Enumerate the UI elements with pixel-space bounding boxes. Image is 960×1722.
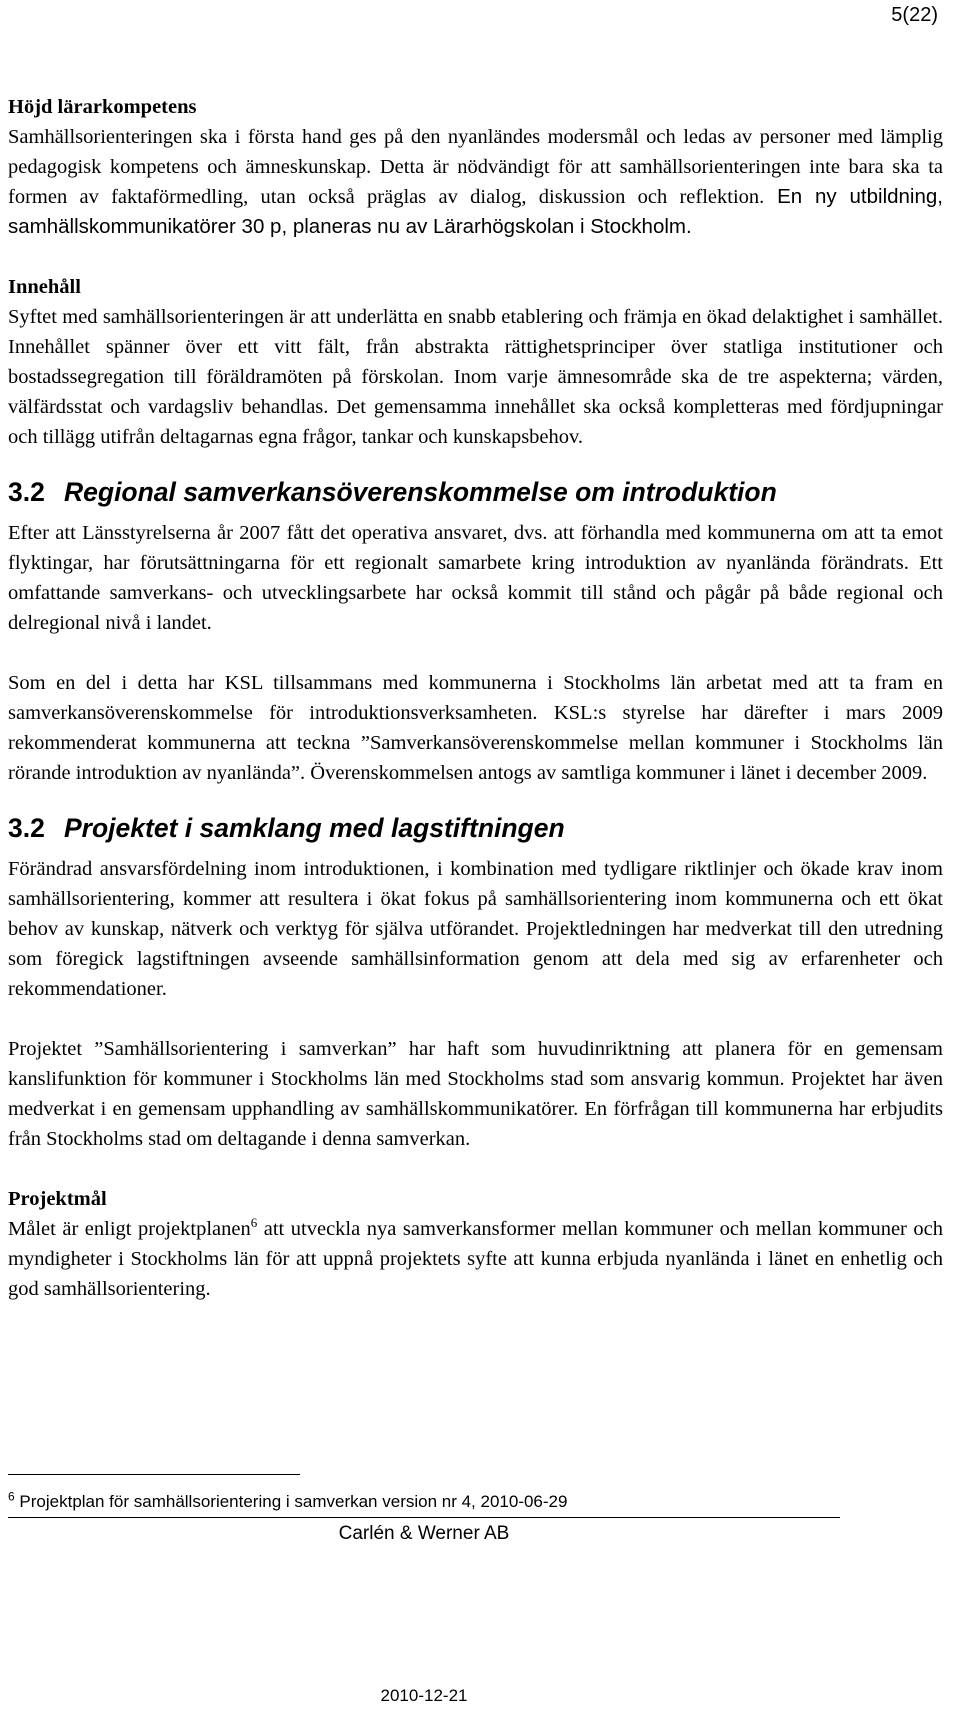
- section-number: 3.2: [8, 477, 45, 507]
- document-body: [8, 92, 943, 1304]
- heading-projektmal: Projektmål: [8, 1188, 107, 1210]
- paragraph-regional-1: Efter att Länsstyrelserna år 2007 fått det operativa ansvaret, dvs. att förhandla med kommunerna om att ta emot flyktingar, har förutsättningarna för ett regionalt samarbete kring introduktion av nyanlända förändrats. Ett omfattande samverkans- och utvecklingsarbete har också kommit till stånd och pågår på både regional och delregional nivå i landet.: [8, 522, 943, 634]
- paragraph-hojd-text-a: Samhällsorienteringen ska i första hand ges på den nyanländes modersmål och ledas av personer med lämplig pedagogisk kompetens och ämneskunskap. Detta är nödvändigt för att samhällsorienteringen inte bara ska ta formen av faktaförmedling, utan också präglas av dialog, diskussion och reflektion.: [8, 126, 943, 208]
- page-number: 5(22): [891, 4, 938, 26]
- footer-company: Carlén & Werner AB: [338, 1523, 510, 1544]
- footnote-number: 6: [8, 1489, 15, 1504]
- heading-projektet-lagstiftning: [8, 810, 943, 846]
- paragraph-projektmal-text-after: att utveckla nya samverkansformer mellan kommuner och mellan kommuner och myndigheter i Stockholms län för att uppnå projektets syfte att kunna erbjuda nyanlända i länet en enhetlig och god samhällsorientering.: [8, 1218, 943, 1300]
- paragraph-projektet-1: Förändrad ansvarsfördelning inom introduktionen, i kombination med tydligare riktlinjer och ökade krav inom samhällsorientering, kommer att resultera i ökat fokus på samhällsorientering inom kommunerna och ett ökat behov av kunskap, nätverk och verktyg för själva utförandet. Projektledningen har medverkat till den utredning som föregick lagstiftningen avseende samhällsinformation genom att dela med sig av erfarenheter och rekommendationer.: [8, 858, 943, 1000]
- section-title: Projektet i samklang med lagstiftningen: [64, 813, 565, 843]
- section-title: Regional samverkansöverenskommelse om introduktion: [64, 477, 777, 507]
- paragraph-regional-2: Som en del i detta har KSL tillsammans med kommunerna i Stockholms län arbetat med att ta fram en samverkansöverenskommelse för introduktionsverksamheten. KSL:s styrelse har därefter i mars 2009 rekommenderat kommunerna att teckna ”Samverkansöverenskommelse mellan kommuner i Stockholms län rörande introduktion av nyanlända”. Överenskommelsen antogs av samtliga kommuner i länet i december 2009.: [8, 672, 943, 784]
- footnote-separator: [8, 1474, 300, 1475]
- footer-separator: [8, 1517, 840, 1518]
- heading-regional-samverkan: [8, 474, 943, 510]
- footer-date: 2010-12-21: [380, 1686, 468, 1705]
- footnote-text: Projektplan för samhällsorientering i samverkan version nr 4, 2010-06-29: [14, 1492, 568, 1511]
- paragraph-projektmal: [8, 1214, 943, 1304]
- heading-hojd-lararkompetens: Höjd lärarkompetens: [8, 96, 197, 118]
- paragraph-hojd-text-b: En ny utbildning, samhällskommunikatörer 30 p, planeras nu av Lärarhögskolan i Stockholm.: [8, 185, 943, 238]
- paragraph-innehall: Syftet med samhällsorienteringen är att underlätta en snabb etablering och främja en ökad delaktighet i samhället. Innehållet spänner över ett vitt fält, från abstrakta rättighetsprinciper över statliga institutioner och bostadssegregation till föräldramöten på förskolan. Inom varje ämnesområde ska de tre aspekterna; värden, välfärdsstat och vardagsliv behandlas. Det gemensamma innehållet ska också kompletteras med fördjupningar och tillägg utifrån deltagarnas egna frågor, tankar och kunskapsbehov.: [8, 306, 943, 448]
- heading-innehall: Innehåll: [8, 276, 81, 298]
- paragraph-hojd: [8, 122, 943, 242]
- paragraph-projektmal-text-before: Målet är enligt projektplanen: [8, 1218, 251, 1240]
- paragraph-projektet-2: Projektet ”Samhällsorientering i samverkan” har haft som huvudinriktning att planera för en gemensam kanslifunktion för kommuner i Stockholms län med Stockholms stad som ansvarig kommun. Projektet har även medverkat i en gemensam upphandling av samhällskommunikatörer. En förfrågan till kommunerna har erbjudits från Stockholms stad om deltagande i denna samverkan.: [8, 1038, 943, 1150]
- footnote: [8, 1490, 567, 1514]
- section-number: 3.2: [8, 813, 45, 843]
- footnote-reference: 6: [250, 1215, 258, 1231]
